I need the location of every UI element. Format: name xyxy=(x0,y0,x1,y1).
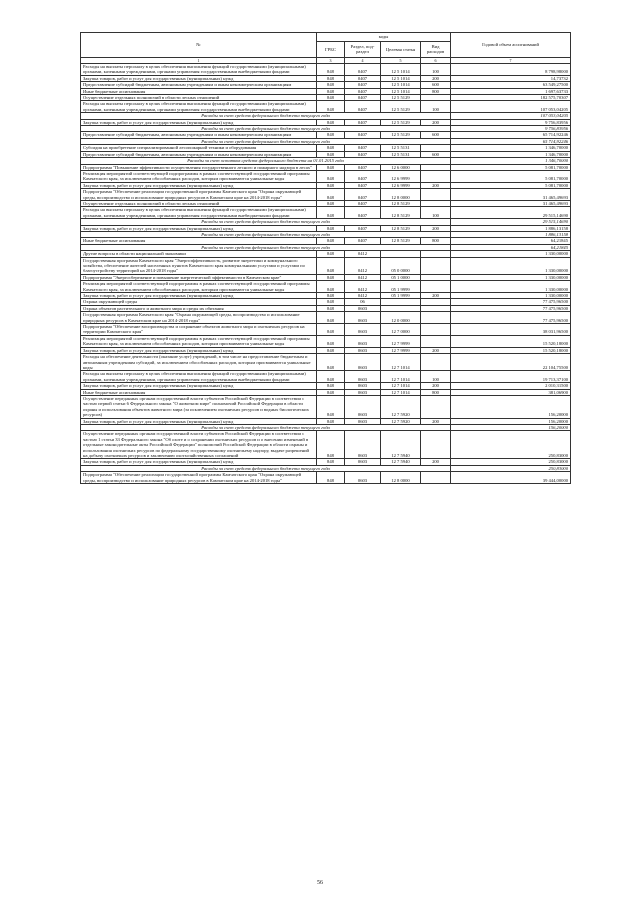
row-target: 12 5 5131 xyxy=(381,145,421,151)
row-razdel: 0412 xyxy=(345,257,381,274)
row-vid: 600 xyxy=(421,82,451,88)
funding-note-text: Расходы за счет остатков средств федерального бюджета на 01.01.2015 года xyxy=(81,158,451,164)
row-name: Осуществление переданных органам государственной власти субъектов Российской Федерации в соответствии с частью 1 статьи 33 Федерального закона "Об охоте и о сохранении охотничьих ресурсов и о внесении изменений в отдельные законодательные акты Российской Федерации" полномочий Российской Федерации в области охраны и использования охотничьих ресурсов по федеральному государственному охотничьему надзору, выдаче разрешений на добычу охотничьих ресурсов и заключению охотхозяйственных соглашений xyxy=(81,431,317,459)
row-target: 05 1 9999 xyxy=(381,293,421,299)
row-sum: 250,83000 xyxy=(451,431,571,459)
row-sum: 1 330,00000 xyxy=(451,293,571,299)
row-grbs: 848 xyxy=(317,207,345,219)
row-grbs: 848 xyxy=(317,189,345,201)
row-sum: 64,21845 xyxy=(451,238,571,244)
row-razdel: 0603 xyxy=(345,459,381,465)
row-razdel: 0603 xyxy=(345,347,381,353)
row-name: Предоставление субсидий бюджетным, автономным учреждениям и иным некоммерческим организациям xyxy=(81,132,317,138)
row-target: 12 7 1014 xyxy=(381,371,421,383)
row-vid xyxy=(421,324,451,336)
row-grbs: 848 xyxy=(317,299,345,305)
row-sum: 31 465,49693 xyxy=(451,200,571,206)
row-sum: 5 081,70000 xyxy=(451,182,571,188)
row-name: Закупка товаров, работ и услуг для государственных (муниципальных) нужд xyxy=(81,293,317,299)
funding-note-sum: 64,21845 xyxy=(451,244,571,250)
table-header xyxy=(81,33,571,58)
row-target: 12 5 5129 xyxy=(381,95,421,101)
row-grbs: 848 xyxy=(317,389,345,395)
row-target: 12 7 0000 xyxy=(381,324,421,336)
header-grbs: ГРБС xyxy=(317,41,345,57)
row-vid xyxy=(421,189,451,201)
funding-note-text: Расходы за счет средств федерального бюджета текущего года xyxy=(81,465,451,471)
row-razdel: 0407 xyxy=(345,200,381,206)
row-grbs: 848 xyxy=(317,238,345,244)
row-sum: 107 053,04205 xyxy=(451,101,571,113)
row-target: 12 7 9999 xyxy=(381,347,421,353)
row-grbs: 848 xyxy=(317,257,345,274)
row-vid xyxy=(421,257,451,274)
row-vid: 200 xyxy=(421,75,451,81)
row-name: Государственная программа Камчатского края "Охрана окружающей среды, воспроизводство и использование природных ресурсов в Камчатском крае на 2014-2018 годы" xyxy=(81,312,317,324)
row-grbs: 848 xyxy=(317,170,345,182)
row-grbs: 848 xyxy=(317,182,345,188)
row-target: 12 7 1014 xyxy=(381,354,421,371)
row-vid xyxy=(421,170,451,182)
row-sum: 1 330,00000 xyxy=(451,251,571,257)
row-grbs: 848 xyxy=(317,225,345,231)
row-sum: 5 081,70000 xyxy=(451,164,571,170)
row-target: 12 8 0000 xyxy=(381,472,421,484)
row-name: Предоставление субсидий бюджетным, автономным учреждениям и иным некоммерческим организациям xyxy=(81,151,317,157)
row-target: 12 5 1014 xyxy=(381,82,421,88)
row-grbs: 848 xyxy=(317,431,345,459)
row-grbs: 848 xyxy=(317,164,345,170)
row-target: 12 5 1014 xyxy=(381,88,421,94)
budget-table xyxy=(80,32,571,484)
funding-note-sum: 29 515,14690 xyxy=(451,219,571,225)
row-razdel: 0407 xyxy=(345,225,381,231)
row-target: 12 5 1014 xyxy=(381,75,421,81)
row-razdel: 0407 xyxy=(345,170,381,182)
row-name: Реализация мероприятий соответствующей подпрограммы в рамках соответствующей государственной программы Камчатского края, за исключением обособленных расходов, которым присваиваются уникальные коды xyxy=(81,170,317,182)
row-grbs: 848 xyxy=(317,395,345,418)
funding-note-sum: 250,83000 xyxy=(451,465,571,471)
row-vid: 100 xyxy=(421,371,451,383)
table-row xyxy=(81,371,571,383)
row-grbs: 848 xyxy=(317,281,345,293)
row-razdel: 0412 xyxy=(345,274,381,280)
row-sum: 381,06900 xyxy=(451,389,571,395)
row-sum: 1 346,70000 xyxy=(451,151,571,157)
row-vid: 800 xyxy=(421,88,451,94)
row-target: 12 5 1014 xyxy=(381,64,421,76)
row-razdel: 0603 xyxy=(345,312,381,324)
row-target: 12 5 5129 xyxy=(381,119,421,125)
row-name: Закупка товаров, работ и услуг для государственных (муниципальных) нужд xyxy=(81,459,317,465)
row-sum: 15 520,18000 xyxy=(451,347,571,353)
row-target: 12 8 5129 xyxy=(381,225,421,231)
table-row xyxy=(81,431,571,459)
row-target: 12 7 9999 xyxy=(381,335,421,347)
row-sum: 1 330,00000 xyxy=(451,281,571,293)
row-sum: 19 713,37100 xyxy=(451,371,571,383)
funding-note-sum: 9 756,83956 xyxy=(451,126,571,132)
row-razdel: 0407 xyxy=(345,64,381,76)
row-name: Закупка товаров, работ и услуг для государственных (муниципальных) нужд xyxy=(81,383,317,389)
header-vid: Вид расходов xyxy=(421,41,451,57)
row-name: Осуществление отдельных полномочий в области лесных отношений xyxy=(81,200,317,206)
row-name: Подпрограмма "Энергосбережение и повышение энергетической эффективности в Камчатском крае" xyxy=(81,274,317,280)
column-index: 6 xyxy=(421,58,451,64)
row-grbs: 848 xyxy=(317,64,345,76)
row-sum: 1 346,70000 xyxy=(451,145,571,151)
header-razdel: Раздел, под-раздел xyxy=(345,41,381,57)
row-razdel: 0603 xyxy=(345,389,381,395)
funding-note-sum: 65 714,92246 xyxy=(451,138,571,144)
row-sum: 77 475,96500 xyxy=(451,299,571,305)
row-vid: 800 xyxy=(421,238,451,244)
row-razdel: 06 xyxy=(345,299,381,305)
row-grbs: 848 xyxy=(317,88,345,94)
row-name: Государственная программа Камчатского края "Энергоэффективность, развитие энергетики и коммунального хозяйства, обеспечение жителей населенных пунктов Камчатского края коммунальными услугами и услугами по благоустройству территорий на 2014-2018 годы" xyxy=(81,257,317,274)
row-vid xyxy=(421,312,451,324)
row-target: 12 0 0000 xyxy=(381,312,421,324)
column-index: 4 xyxy=(345,58,381,64)
row-razdel: 0603 xyxy=(345,354,381,371)
row-sum: 8 798,98000 xyxy=(451,64,571,76)
row-grbs: 848 xyxy=(317,251,345,257)
table-row xyxy=(81,312,571,324)
row-vid: 200 xyxy=(421,418,451,424)
row-grbs: 848 xyxy=(317,312,345,324)
row-razdel: 0603 xyxy=(345,395,381,418)
row-sum: 2 010,31500 xyxy=(451,383,571,389)
table-row xyxy=(81,324,571,336)
row-name: Закупка товаров, работ и услуг для государственных (муниципальных) нужд xyxy=(81,418,317,424)
row-sum: 15 520,18000 xyxy=(451,335,571,347)
row-razdel: 0407 xyxy=(345,132,381,138)
table-row xyxy=(81,207,571,219)
funding-note-sum: 107 053,04205 xyxy=(451,113,571,119)
row-vid: 200 xyxy=(421,119,451,125)
row-target: 12 8 5129 xyxy=(381,238,421,244)
funding-note-sum: 1 886,13158 xyxy=(451,231,571,237)
row-target: 12 7 5940 xyxy=(381,459,421,465)
row-target: 12 7 5940 xyxy=(381,431,421,459)
row-name: Закупка товаров, работ и услуг для государственных (муниципальных) нужд xyxy=(81,182,317,188)
table-row xyxy=(81,335,571,347)
row-target: 12 8 5129 xyxy=(381,207,421,219)
row-razdel: 0603 xyxy=(345,335,381,347)
row-sum: 9 756,83956 xyxy=(451,119,571,125)
row-target: 05 0 0000 xyxy=(381,257,421,274)
row-name: Расходы на обеспечение деятельности (оказание услуг) учреждений, в том числе на предоставление бюджетным и автономным учреждениям субсидий, за исключением обособленных расходов, которым присваиваются уникальные коды xyxy=(81,354,317,371)
row-grbs: 848 xyxy=(317,274,345,280)
table-row xyxy=(81,101,571,113)
row-name: Расходы на выплаты персоналу в целях обеспечения выполнения функций государственными (муниципальными) органами, казенными учреждениями, органами управления государственными внебюджетными фондами xyxy=(81,101,317,113)
row-name: Закупка товаров, работ и услуг для государственных (муниципальных) нужд xyxy=(81,225,317,231)
row-grbs: 848 xyxy=(317,151,345,157)
column-index: 3 xyxy=(317,58,345,64)
table-row xyxy=(81,395,571,418)
row-sum: 22 104,75500 xyxy=(451,354,571,371)
row-target: 12 8 0000 xyxy=(381,189,421,201)
row-name: Другие вопросы в области национальной экономики xyxy=(81,251,317,257)
row-razdel: 0603 xyxy=(345,324,381,336)
row-name: Подпрограмма "Обеспечение воспроизводства и сохранение объектов животного мира и охотничьих ресурсов на территории Камчатского края" xyxy=(81,324,317,336)
row-razdel: 0407 xyxy=(345,189,381,201)
row-name: Расходы на выплаты персоналу в целях обеспечения выполнения функций государственными (муниципальными) органами, казенными учреждениями, органами управления государственными внебюджетными фондами xyxy=(81,64,317,76)
table-row xyxy=(81,354,571,371)
row-vid: 100 xyxy=(421,64,451,76)
row-sum: 39 444,00000 xyxy=(451,472,571,484)
row-name: Осуществление отдельных полномочий в области лесных отношений xyxy=(81,95,317,101)
row-sum: 156,20000 xyxy=(451,395,571,418)
row-name: Иные бюджетные ассигнования xyxy=(81,238,317,244)
row-vid: 200 xyxy=(421,383,451,389)
row-name: Закупка товаров, работ и услуг для государственных (муниципальных) нужд xyxy=(81,75,317,81)
row-sum: 1 697,63733 xyxy=(451,88,571,94)
row-sum: 1 886,13158 xyxy=(451,225,571,231)
row-grbs: 848 xyxy=(317,293,345,299)
row-vid xyxy=(421,472,451,484)
row-razdel: 0603 xyxy=(345,431,381,459)
table-row xyxy=(81,257,571,274)
row-razdel: 0407 xyxy=(345,207,381,219)
row-target: 12 7 1014 xyxy=(381,389,421,395)
row-name: Осуществление переданных органам государственной власти субъектов Российской Федерации в соответствии с частью первой статьи 6 Федерального закона "О животном мире" полномочий Российской Федерации в области охраны и использования объектов животного мира (за исключением охотничьих ресурсов и водных биологических ресурсов) xyxy=(81,395,317,418)
table-row xyxy=(81,189,571,201)
row-target: 12 6 9999 xyxy=(381,170,421,182)
row-name: Подпрограмма "Обеспечение реализации государственной программы Камчатского края "Охрана окружающей среды, воспроизводство и использование природных ресурсов в Камчатском крае на 2014-2018 годы" xyxy=(81,472,317,484)
row-razdel: 0407 xyxy=(345,145,381,151)
row-grbs: 848 xyxy=(317,371,345,383)
row-target: 05 1 9999 xyxy=(381,281,421,293)
row-target: 05 1 0000 xyxy=(381,274,421,280)
row-name: Расходы на выплаты персоналу в целях обеспечения выполнения функций государственными (муниципальными) органами, казенными учреждениями, органами управления государственными внебюджетными фондами xyxy=(81,371,317,383)
row-grbs: 848 xyxy=(317,354,345,371)
row-razdel: 0407 xyxy=(345,101,381,113)
row-name: Предоставление субсидий бюджетным, автономным учреждениям и иным некоммерческим организациям xyxy=(81,82,317,88)
funding-note-text: Расходы за счет средств федерального бюджета текущего года xyxy=(81,424,451,430)
column-index: 1 xyxy=(81,58,317,64)
row-vid: 200 xyxy=(421,347,451,353)
row-grbs: 848 xyxy=(317,324,345,336)
row-vid xyxy=(421,281,451,293)
column-index: 7 xyxy=(451,58,571,64)
row-sum: 31 465,49693 xyxy=(451,189,571,201)
row-razdel: 0407 xyxy=(345,82,381,88)
row-vid: 200 xyxy=(421,459,451,465)
row-target: 12 5 5129 xyxy=(381,132,421,138)
row-name: Охрана объектов растительного и животного мира и среды их обитания xyxy=(81,305,317,311)
funding-note-text: Расходы за счет средств федерального бюджета текущего года xyxy=(81,219,451,225)
funding-note-text: Расходы за счет средств федерального бюджета текущего года xyxy=(81,138,451,144)
row-grbs: 848 xyxy=(317,472,345,484)
row-grbs: 848 xyxy=(317,459,345,465)
row-name: Закупка товаров, работ и услуг для государственных (муниципальных) нужд xyxy=(81,347,317,353)
funding-note-text: Расходы за счет средств федерального бюджета текущего года xyxy=(81,244,451,250)
row-razdel: 0407 xyxy=(345,95,381,101)
row-target: 12 5 5131 xyxy=(381,151,421,157)
row-vid: 600 xyxy=(421,132,451,138)
row-name: Охрана окружающей среды xyxy=(81,299,317,305)
row-razdel: 0407 xyxy=(345,88,381,94)
row-target: 12 8 5129 xyxy=(381,200,421,206)
row-razdel: 0603 xyxy=(345,383,381,389)
row-grbs: 848 xyxy=(317,132,345,138)
table-row xyxy=(81,281,571,293)
row-target: 12 7 1014 xyxy=(381,383,421,389)
row-razdel: 0603 xyxy=(345,305,381,311)
funding-note-sum: 156,20000 xyxy=(451,424,571,430)
funding-note-text: Расходы за счет средств федерального бюджета текущего года xyxy=(81,113,451,119)
header-codes-group: коды xyxy=(317,33,451,42)
row-sum: 29 515,14690 xyxy=(451,207,571,219)
row-vid: 600 xyxy=(421,151,451,157)
row-grbs: 848 xyxy=(317,75,345,81)
row-sum: 77 475,96500 xyxy=(451,305,571,311)
funding-note-sum: 1 346,70000 xyxy=(451,158,571,164)
row-razdel: 0412 xyxy=(345,251,381,257)
row-razdel: 0407 xyxy=(345,238,381,244)
row-grbs: 848 xyxy=(317,305,345,311)
row-vid xyxy=(421,395,451,418)
row-sum: 65 714,92246 xyxy=(451,132,571,138)
budget-sheet xyxy=(80,32,570,484)
header-number: № xyxy=(81,33,317,58)
row-razdel: 0603 xyxy=(345,418,381,424)
row-target: 12 7 5920 xyxy=(381,395,421,418)
table-body xyxy=(81,58,571,484)
row-sum: 5 081,70000 xyxy=(451,170,571,182)
row-sum: 250,83000 xyxy=(451,459,571,465)
row-grbs: 848 xyxy=(317,145,345,151)
row-name: Подпрограмма "Повышение эффективности осуществления государственного лесного и пожарного надзора в лесах" xyxy=(81,164,317,170)
row-target: 12 7 5920 xyxy=(381,418,421,424)
row-vid xyxy=(421,335,451,347)
row-grbs: 848 xyxy=(317,101,345,113)
row-target: 12 6 0000 xyxy=(381,164,421,170)
row-name: Закупка товаров, работ и услуг для государственных (муниципальных) нужд xyxy=(81,119,317,125)
row-razdel: 0407 xyxy=(345,182,381,188)
row-razdel: 0407 xyxy=(345,164,381,170)
funding-note-text: Расходы за счет средств федерального бюджета текущего года xyxy=(81,126,451,132)
row-sum: 14,73732 xyxy=(451,75,571,81)
row-name: Расходы на выплаты персоналу в целях обеспечения выполнения функций государственными (муниципальными) органами, казенными учреждениями, органами управления государственными внебюджетными фондами xyxy=(81,207,317,219)
row-vid: 200 xyxy=(421,293,451,299)
row-sum: 38 031,96500 xyxy=(451,324,571,336)
row-sum: 1 330,00000 xyxy=(451,274,571,280)
row-razdel: 0412 xyxy=(345,293,381,299)
row-razdel: 0407 xyxy=(345,151,381,157)
page-number: 56 xyxy=(317,880,323,886)
row-name: Реализация мероприятий соответствующей подпрограммы в рамках соответствующей государственной программы Камчатского края, за исключением обособленных расходов, которым присваиваются уникальные коды xyxy=(81,335,317,347)
row-vid: 100 xyxy=(421,101,451,113)
row-grbs: 848 xyxy=(317,383,345,389)
row-vid xyxy=(421,354,451,371)
row-name: Субсидия на приобретение специализированной лесопожарной техники и оборудования xyxy=(81,145,317,151)
row-razdel: 0603 xyxy=(345,472,381,484)
row-grbs: 848 xyxy=(317,347,345,353)
row-vid: 800 xyxy=(421,389,451,395)
row-grbs: 848 xyxy=(317,95,345,101)
row-target: 12 5 5129 xyxy=(381,101,421,113)
row-sum: 156,20000 xyxy=(451,418,571,424)
row-sum: 77 475,96500 xyxy=(451,312,571,324)
row-razdel: 0407 xyxy=(345,75,381,81)
row-sum: 182 575,70307 xyxy=(451,95,571,101)
row-grbs: 848 xyxy=(317,200,345,206)
row-grbs: 848 xyxy=(317,335,345,347)
row-razdel: 0603 xyxy=(345,371,381,383)
row-name: Реализация мероприятий соответствующей подпрограммы в рамках соответствующей государственной программы Камчатского края, за исключением обособленных расходов, которым присваиваются уникальные коды xyxy=(81,281,317,293)
row-target: 12 6 9999 xyxy=(381,182,421,188)
row-name: Подпрограмма "Обеспечение реализации государственной программы Камчатского края "Охрана окружающей среды, воспроизводство и использование природных ресурсов в Камчатском крае на 2014-2018 годы" xyxy=(81,189,317,201)
row-vid: 200 xyxy=(421,182,451,188)
row-vid: 100 xyxy=(421,207,451,219)
header-annual-sum: Годовой объем ассигнований xyxy=(451,33,571,58)
row-sum: 1 330,00000 xyxy=(451,257,571,274)
row-grbs: 848 xyxy=(317,82,345,88)
row-vid: 200 xyxy=(421,225,451,231)
row-razdel: 0407 xyxy=(345,119,381,125)
table-row xyxy=(81,170,571,182)
table-row xyxy=(81,472,571,484)
column-index: 5 xyxy=(381,58,421,64)
header-target: Целевая статья xyxy=(381,41,421,57)
row-grbs: 848 xyxy=(317,119,345,125)
table-row xyxy=(81,64,571,76)
funding-note-text: Расходы за счет средств федерального бюджета текущего года xyxy=(81,231,451,237)
row-razdel: 0412 xyxy=(345,281,381,293)
row-vid xyxy=(421,431,451,459)
row-name: Иные бюджетные ассигнования xyxy=(81,88,317,94)
row-sum: 63 549,27500 xyxy=(451,82,571,88)
row-grbs: 848 xyxy=(317,418,345,424)
row-name: Иные бюджетные ассигнования xyxy=(81,389,317,395)
